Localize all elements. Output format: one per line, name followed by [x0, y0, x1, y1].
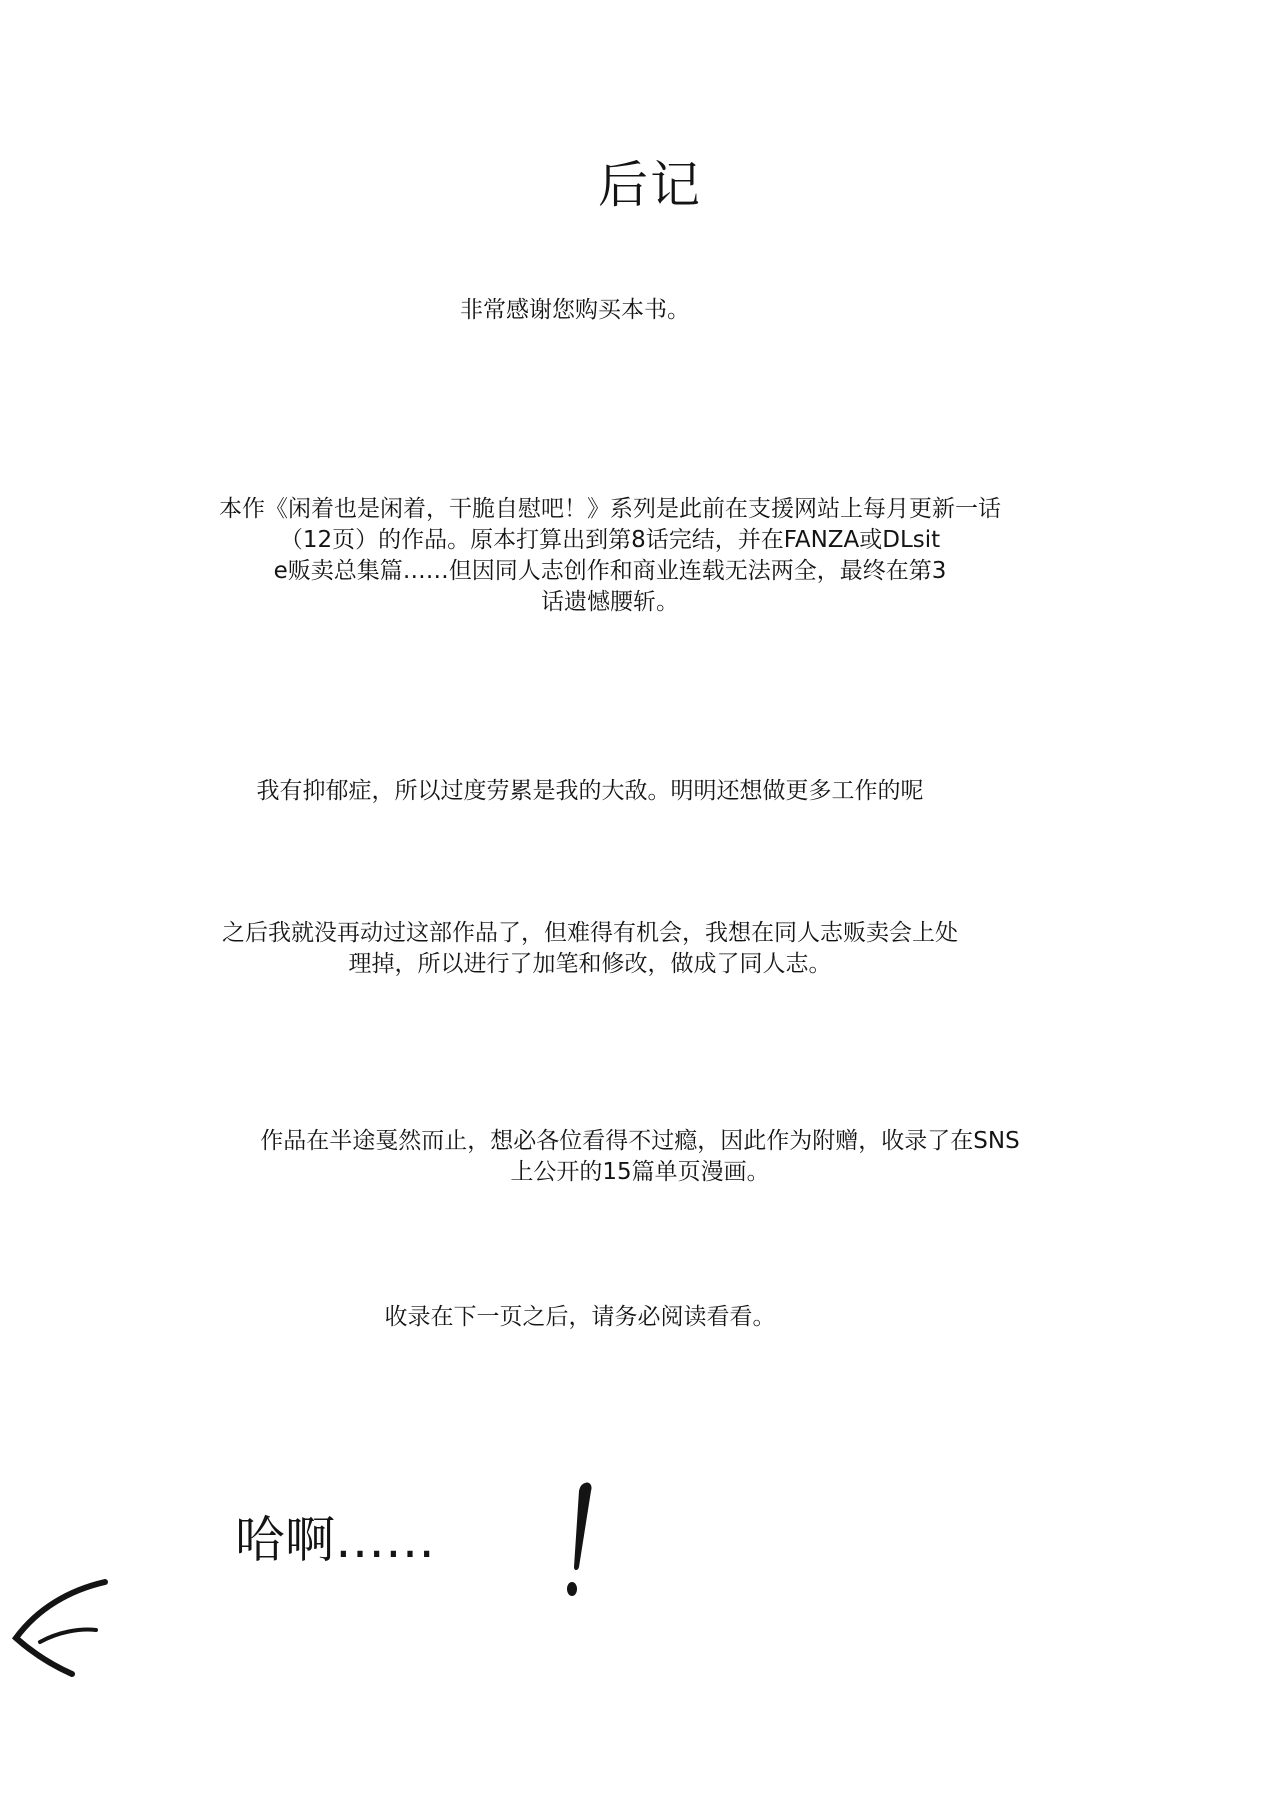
paragraph-line: （12页）的作品。原本打算出到第8话完结，并在FANZA或DLsit: [279, 527, 941, 553]
hair-stroke-drawing: [0, 1560, 120, 1680]
paragraph-line: e贩卖总集篇……但因同人志创作和商业连载无法两全，最终在第3: [273, 558, 947, 584]
paragraph-line: 话遗憾腰斩。: [541, 589, 679, 615]
paragraph-line: 非常感谢您购买本书。: [460, 297, 690, 323]
paragraph-line: 我有抑郁症，所以过度劳累是我的大敌。明明还想做更多工作的呢: [256, 778, 924, 804]
paragraph-bonus: [190, 1126, 1090, 1188]
page-title: 后记: [598, 156, 702, 214]
sound-effect-text: 哈啊……: [235, 1511, 435, 1569]
paragraph-line: 作品在半途戛然而止，想必各位看得不过瘾，因此作为附赠，收录了在SNS: [260, 1128, 1020, 1154]
paragraph-thanks: [200, 295, 1080, 326]
paragraph-line: 收录在下一页之后，请务必阅读看看。: [384, 1304, 776, 1330]
exclamation-mark-icon: [555, 1475, 605, 1605]
paragraph-series-history: [180, 494, 1040, 618]
paragraph-next-page: [300, 1302, 860, 1333]
paragraph-line: 上公开的15篇单页漫画。: [510, 1159, 770, 1185]
paragraph-revision: [170, 918, 1010, 980]
paragraph-line: 理掉，所以进行了加笔和修改，做成了同人志。: [348, 951, 832, 977]
paragraph-line: 之后我就没再动过这部作品了，但难得有机会，我想在同人志贩卖会上处: [222, 920, 958, 946]
paragraph-line: 本作《闲着也是闲着，干脆自慰吧！》系列是此前在支援网站上每月更新一话: [219, 496, 1001, 522]
paragraph-depression: [200, 776, 980, 807]
